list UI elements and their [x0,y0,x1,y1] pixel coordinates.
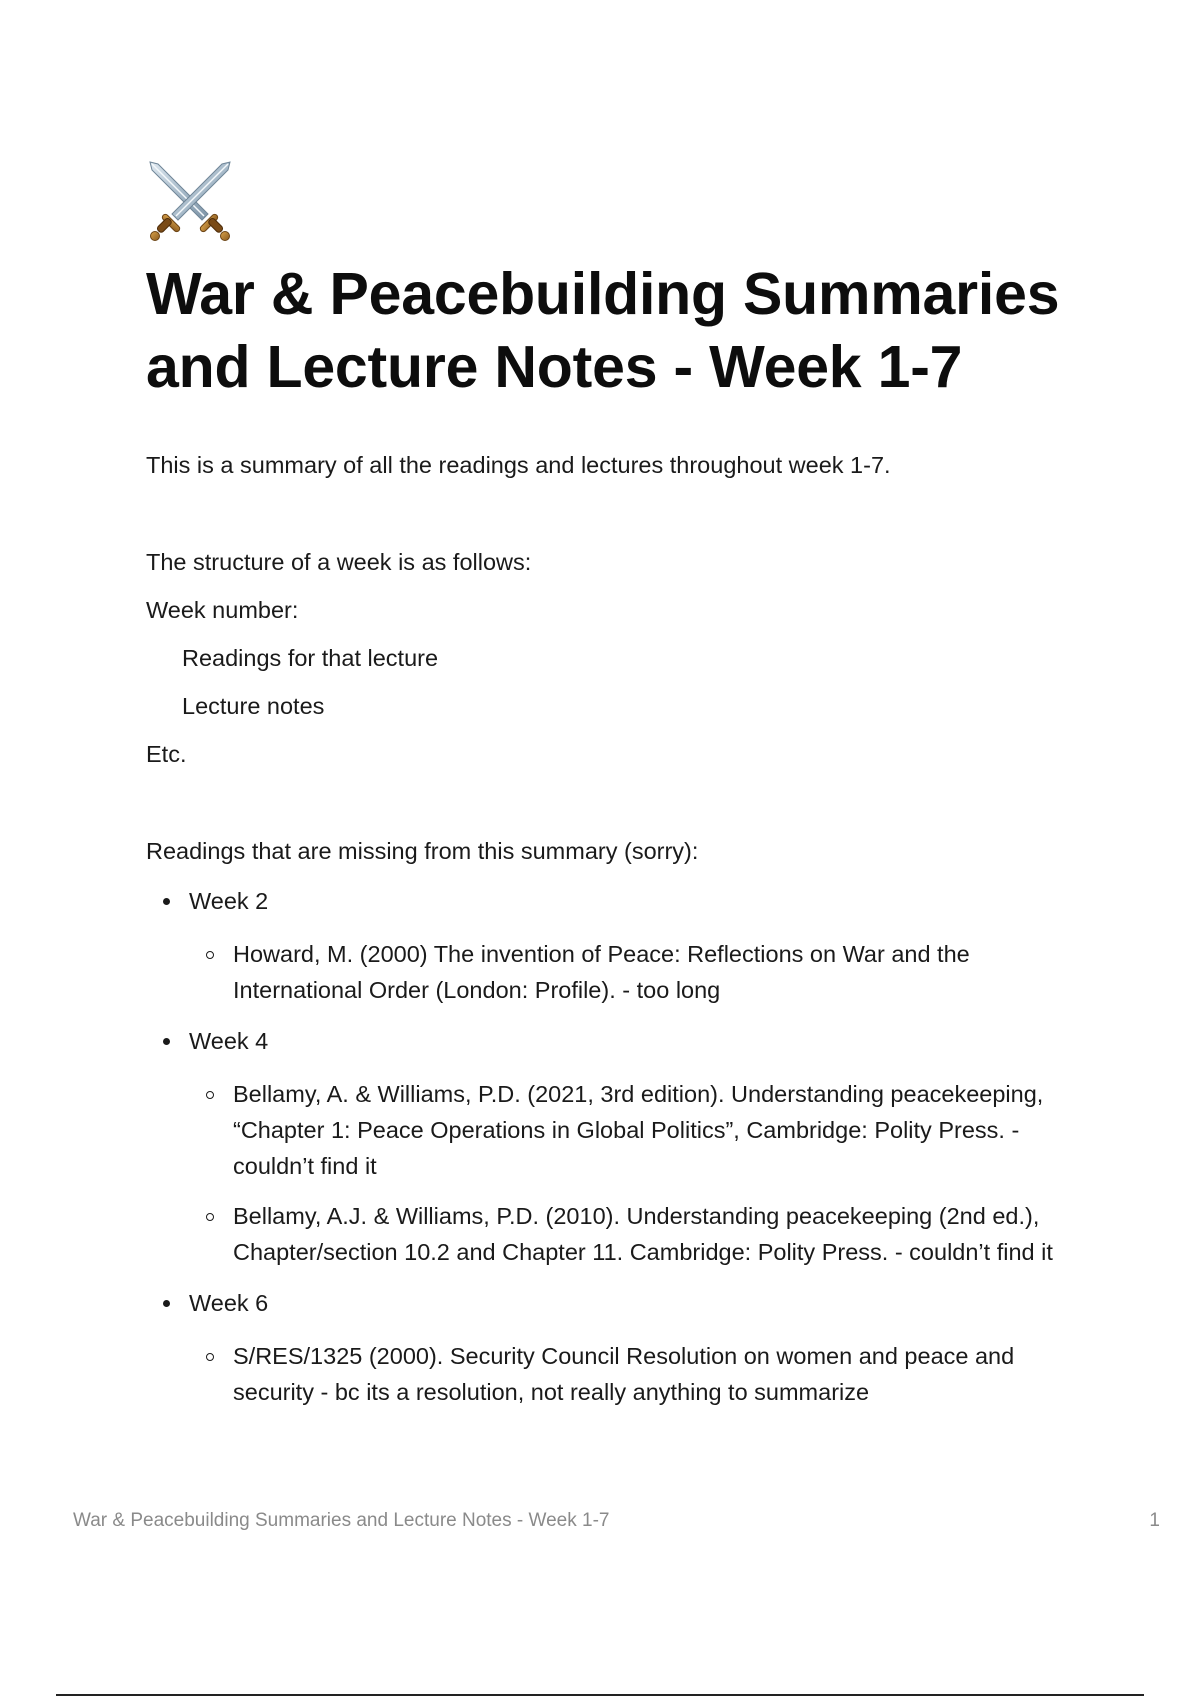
hollow-bullet-icon [206,1091,214,1099]
reading-text: Bellamy, A. & Williams, P.D. (2021, 3rd edition). Understanding peacekeeping, “Chapter 1: Peace Operations in Global Politics”, Cambridge: Polity Press. - couldn’t find it [233,1081,1044,1179]
sub-list [189,1338,1086,1410]
bullet-icon [163,1038,170,1045]
structure-readings: Readings for that lecture [182,645,439,671]
crossed-swords-icon [146,158,234,246]
list-item [189,1338,1086,1410]
structure-heading: The structure of a week is as follows: [146,549,532,575]
list-item-week-6 [146,1286,1086,1410]
hollow-bullet-icon [206,1353,214,1361]
week-label: Week 6 [189,1290,269,1316]
bullet-icon [163,898,170,905]
week-label: Week 2 [189,888,269,914]
bottom-divider [56,1694,1144,1696]
list-item-week-4 [146,1024,1086,1270]
bullet-icon [163,1300,170,1307]
hollow-bullet-icon [206,1213,214,1221]
sub-list [189,936,1086,1008]
hollow-bullet-icon [206,951,214,959]
reading-text: Bellamy, A.J. & Williams, P.D. (2010). Understanding peacekeeping (2nd ed.), Chapter/section 10.2 and Chapter 11. Cambridge: Polity Press. - couldn’t find it [233,1203,1053,1265]
missing-readings-list [146,884,1086,1410]
reading-text: Howard, M. (2000) The invention of Peace: Reflections on War and the International Order (London: Profile). - too long [233,941,970,1003]
structure-etc: Etc. [146,741,187,767]
page-number: 1 [1149,1510,1160,1531]
page-title: War & Peacebuilding Summaries and Lecture Notes - Week 1-7 [146,261,1060,400]
reading-text: S/RES/1325 (2000). Security Council Resolution on women and peace and security - bc its a resolution, not really anything to summarize [233,1343,1015,1405]
document-body [146,448,1086,1426]
week-label: Week 4 [189,1028,269,1054]
structure-lecture-notes: Lecture notes [182,693,325,719]
sub-list [189,1076,1086,1270]
footer-title: War & Peacebuilding Summaries and Lecture Notes - Week 1-7 [73,1510,610,1531]
list-item [189,936,1086,1008]
intro-text: This is a summary of all the readings and lectures throughout week 1-7. [146,452,891,478]
list-item [189,1198,1086,1270]
missing-readings-heading: Readings that are missing from this summary (sorry): [146,838,699,864]
structure-week-number: Week number: [146,597,299,623]
list-item [189,1076,1086,1184]
list-item-week-2 [146,884,1086,1008]
